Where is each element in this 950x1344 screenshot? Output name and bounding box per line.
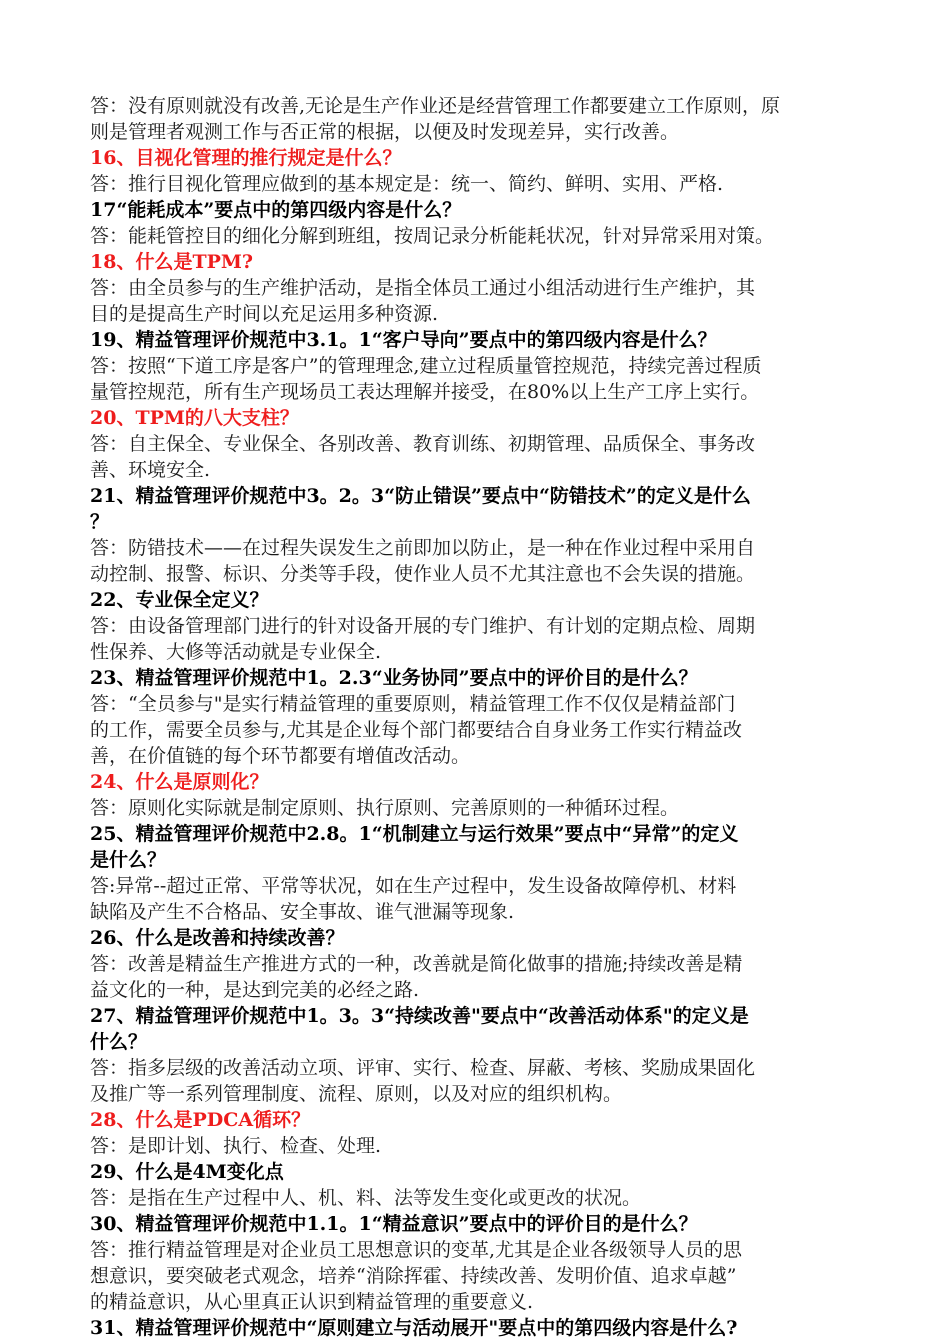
answer-line: 答：推行目视化管理应做到的基本规定是：统一、简约、鲜明、实用、严格.	[90, 173, 724, 195]
answer-line: 答：由全员参与的生产维护活动，是指全体员工通过小组活动进行生产维护，其	[90, 277, 756, 299]
question-line: 26、什么是改善和持续改善？	[90, 927, 345, 949]
answer-line: 答：推行精益管理是对企业员工思想意识的变革,尤其是企业各级领导人员的思	[90, 1239, 743, 1261]
answer-line: 答：按照“下道工序是客户”的管理理念,建立过程质量管控规范，持续完善过程质	[90, 355, 762, 377]
question-line: 16、目视化管理的推行规定是什么？	[90, 147, 402, 169]
question-line: 18、什么是TPM?	[90, 251, 254, 273]
question-line: 24、什么是原则化？	[90, 771, 269, 793]
answer-line: 量管控规范，所有生产现场员工表达理解并接受，在80%以上生产工序上实行。	[90, 381, 760, 403]
question-line: 29、什么是4M变化点	[90, 1161, 284, 1183]
answer-line: 善、环境安全.	[90, 459, 211, 481]
answer-line: 答:异常--超过正常、平常等状况，如在生产过程中，发生设备故障停机、材料	[90, 875, 737, 897]
answer-line: 答：是指在生产过程中人、机、料、法等发生变化或更改的状况。	[90, 1187, 642, 1209]
answer-line: 的工作，需要全员参与,尤其是企业每个部门都要结合自身业务工作实行精益改	[90, 719, 743, 741]
answer-line: 答：自主保全、专业保全、各别改善、教育训练、初期管理、品质保全、事务改	[90, 433, 756, 455]
document-page	[90, 93, 912, 1341]
question-line: 20、TPM的八大支柱？	[90, 407, 299, 429]
question-line: 是什么？	[90, 849, 167, 871]
question-line: 27、精益管理评价规范中1。3。3“持续改善"要点中“改善活动体系"的定义是	[90, 1005, 749, 1027]
answer-line: 答：由设备管理部门进行的针对设备开展的专门维护、有计划的定期点检、周期	[90, 615, 756, 637]
question-line: 什么？	[90, 1031, 148, 1053]
answer-line: 目的是提高生产时间以充足运用多种资源.	[90, 303, 439, 325]
question-line: 30、精益管理评价规范中1.1。1“精益意识”要点中的评价目的是什么？	[90, 1213, 698, 1235]
question-line: ？	[90, 511, 110, 533]
question-line: 23、精益管理评价规范中1。2.3“业务协同”要点中的评价目的是什么？	[90, 667, 698, 689]
question-line: 31、精益管理评价规范中“原则建立与活动展开"要点中的第四级内容是什么?	[90, 1317, 738, 1339]
answer-line: 答：没有原则就没有改善,无论是生产作业还是经营管理工作都要建立工作原则，原	[90, 95, 781, 117]
question-line: 25、精益管理评价规范中2.8。1“机制建立与运行效果”要点中“异常”的定义	[90, 823, 739, 845]
answer-line: 动控制、报警、标识、分类等手段，使作业人员不尤其注意也不会失误的措施。	[90, 563, 756, 585]
answer-line: 答：防错技术——在过程失误发生之前即加以防止，是一种在作业过程中采用自	[90, 537, 756, 559]
answer-line: 答：改善是精益生产推进方式的一种，改善就是简化做事的措施;持续改善是精	[90, 953, 743, 975]
question-line: 21、精益管理评价规范中3。2。3“防止错误”要点中“防错技术”的定义是什么	[90, 485, 751, 507]
answer-line: 的精益意识，从心里真正认识到精益管理的重要意义.	[90, 1291, 534, 1313]
question-line: 28、什么是PDCA循环？	[90, 1109, 311, 1131]
answer-line: 答：原则化实际就是制定原则、执行原则、完善原则的一种循环过程。	[90, 797, 680, 819]
answer-line: 善，在价值链的每个环节都要有增值改活动。	[90, 745, 471, 767]
answer-line: 答：是即计划、执行、检查、处理.	[90, 1135, 382, 1157]
answer-line: 益文化的一种，是达到完美的必经之路.	[90, 979, 420, 1001]
answer-line: 缺陷及产生不合格品、安全事故、谁气泄漏等现象.	[90, 901, 515, 923]
question-line: 22、专业保全定义？	[90, 589, 269, 611]
answer-line: 想意识，要突破老式观念，培养“消除挥霍、持续改善、发明价值、追求卓越”	[90, 1265, 737, 1287]
answer-line: 答：“全员参与"是实行精益管理的重要原则，精益管理工作不仅仅是精益部门	[90, 693, 736, 715]
answer-line: 答：能耗管控目的细化分解到班组，按周记录分析能耗状况，针对异常采用对策。	[90, 225, 775, 247]
answer-line: 答：指多层级的改善活动立项、评审、实行、检查、屏蔽、考核、奖励成果固化	[90, 1057, 756, 1079]
question-line: 17“能耗成本”要点中的第四级内容是什么？	[90, 199, 462, 221]
question-line: 19、精益管理评价规范中3.1。1“客户导向”要点中的第四级内容是什么？	[90, 329, 717, 351]
answer-line: 性保养、大修等活动就是专业保全.	[90, 641, 382, 663]
answer-line: 则是管理者观测工作与否正常的根据，以便及时发现差异，实行改善。	[90, 121, 680, 143]
answer-line: 及推广等一系列管理制度、流程、原则，以及对应的组织机构。	[90, 1083, 623, 1105]
